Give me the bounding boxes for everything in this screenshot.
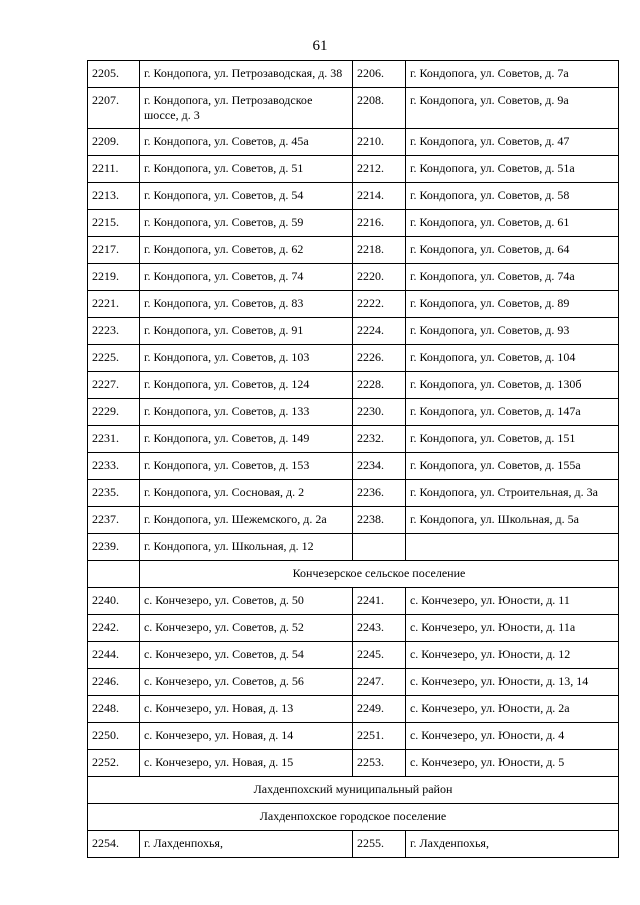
table-row xyxy=(88,723,619,750)
section-header-row xyxy=(88,777,619,804)
entry-address: г. Кондопога, ул. Школьная, д. 5а xyxy=(405,507,618,534)
entry-address: г. Кондопога, ул. Советов, д. 62 xyxy=(139,237,352,264)
table-row xyxy=(88,318,619,345)
entry-address: г. Кондопога, ул. Шежемского, д. 2а xyxy=(139,507,352,534)
entry-address: г. Кондопога, ул. Советов, д. 149 xyxy=(139,426,352,453)
entry-number: 2209. xyxy=(88,129,140,156)
entry-address: г. Кондопога, ул. Советов, д. 7а xyxy=(405,61,618,88)
table-row xyxy=(88,372,619,399)
entry-number xyxy=(352,534,405,561)
entry-number: 2253. xyxy=(352,750,405,777)
entry-address: г. Кондопога, ул. Советов, д. 74а xyxy=(405,264,618,291)
table-row xyxy=(88,426,619,453)
entry-address: г. Кондопога, ул. Советов, д. 9а xyxy=(405,88,618,129)
entry-number: 2244. xyxy=(88,642,140,669)
entry-number: 2207. xyxy=(88,88,140,129)
entry-number: 2220. xyxy=(352,264,405,291)
entry-address: г. Кондопога, ул. Советов, д. 103 xyxy=(139,345,352,372)
entry-address: г. Кондопога, ул. Советов, д. 83 xyxy=(139,291,352,318)
entry-number: 2217. xyxy=(88,237,140,264)
table-row xyxy=(88,345,619,372)
table-row xyxy=(88,210,619,237)
table-row xyxy=(88,588,619,615)
entry-number: 2234. xyxy=(352,453,405,480)
entry-address: с. Кончезеро, ул. Советов, д. 56 xyxy=(139,669,352,696)
empty-cell xyxy=(88,561,140,588)
entry-number: 2237. xyxy=(88,507,140,534)
address-table xyxy=(87,60,619,858)
entry-address: г. Кондопога, ул. Советов, д. 51 xyxy=(139,156,352,183)
entry-address: с. Кончезеро, ул. Новая, д. 13 xyxy=(139,696,352,723)
entry-address: г. Кондопога, ул. Советов, д. 45а xyxy=(139,129,352,156)
table-row xyxy=(88,480,619,507)
entry-number: 2239. xyxy=(88,534,140,561)
table-row xyxy=(88,237,619,264)
entry-number: 2246. xyxy=(88,669,140,696)
table-row xyxy=(88,264,619,291)
section-title: Лахденпохский муниципальный район xyxy=(88,777,619,804)
entry-number: 2214. xyxy=(352,183,405,210)
entry-address: г. Кондопога, ул. Советов, д. 91 xyxy=(139,318,352,345)
entry-number: 2230. xyxy=(352,399,405,426)
entry-address: с. Кончезеро, ул. Юности, д. 11 xyxy=(405,588,618,615)
entry-number: 2232. xyxy=(352,426,405,453)
entry-address: с. Кончезеро, ул. Советов, д. 50 xyxy=(139,588,352,615)
section-title: Кончезерское сельское поселение xyxy=(139,561,618,588)
entry-address: г. Кондопога, ул. Советов, д. 133 xyxy=(139,399,352,426)
entry-number: 2249. xyxy=(352,696,405,723)
entry-number: 2241. xyxy=(352,588,405,615)
entry-number: 2250. xyxy=(88,723,140,750)
entry-number: 2219. xyxy=(88,264,140,291)
entry-number: 2233. xyxy=(88,453,140,480)
table-row xyxy=(88,750,619,777)
table-row xyxy=(88,156,619,183)
entry-address: с. Кончезеро, ул. Советов, д. 54 xyxy=(139,642,352,669)
entry-number: 2221. xyxy=(88,291,140,318)
entry-address: г. Кондопога, ул. Советов, д. 74 xyxy=(139,264,352,291)
entry-address: г. Кондопога, ул. Советов, д. 47 xyxy=(405,129,618,156)
entry-number: 2245. xyxy=(352,642,405,669)
table-row xyxy=(88,399,619,426)
table-row xyxy=(88,88,619,129)
table-row xyxy=(88,291,619,318)
table-row xyxy=(88,534,619,561)
entry-number: 2231. xyxy=(88,426,140,453)
entry-number: 2225. xyxy=(88,345,140,372)
table-row xyxy=(88,642,619,669)
entry-address: г. Кондопога, ул. Советов, д. 61 xyxy=(405,210,618,237)
entry-address: г. Кондопога, ул. Петрозаводское шоссе, д. 3 xyxy=(139,88,352,129)
entry-number: 2254. xyxy=(88,831,140,858)
entry-address: г. Кондопога, ул. Советов, д. 54 xyxy=(139,183,352,210)
entry-address: с. Кончезеро, ул. Советов, д. 52 xyxy=(139,615,352,642)
entry-number: 2248. xyxy=(88,696,140,723)
entry-address: г. Кондопога, ул. Советов, д. 104 xyxy=(405,345,618,372)
entry-address: с. Кончезеро, ул. Юности, д. 13, 14 xyxy=(405,669,618,696)
entry-address: с. Кончезеро, ул. Юности, д. 11а xyxy=(405,615,618,642)
address-table-body xyxy=(88,61,619,858)
table-row xyxy=(88,183,619,210)
table-row xyxy=(88,831,619,858)
entry-number: 2205. xyxy=(88,61,140,88)
entry-number: 2222. xyxy=(352,291,405,318)
entry-address: г. Кондопога, ул. Советов, д. 155а xyxy=(405,453,618,480)
entry-address: г. Кондопога, ул. Строительная, д. 3а xyxy=(405,480,618,507)
entry-number: 2242. xyxy=(88,615,140,642)
entry-number: 2224. xyxy=(352,318,405,345)
entry-address: с. Кончезеро, ул. Юности, д. 12 xyxy=(405,642,618,669)
entry-address: г. Кондопога, ул. Советов, д. 153 xyxy=(139,453,352,480)
entry-number: 2226. xyxy=(352,345,405,372)
entry-number: 2255. xyxy=(352,831,405,858)
table-row xyxy=(88,696,619,723)
entry-number: 2247. xyxy=(352,669,405,696)
table-row xyxy=(88,129,619,156)
entry-address: г. Кондопога, ул. Советов, д. 58 xyxy=(405,183,618,210)
entry-number: 2212. xyxy=(352,156,405,183)
entry-address: г. Кондопога, ул. Сосновая, д. 2 xyxy=(139,480,352,507)
table-row xyxy=(88,615,619,642)
entry-number: 2252. xyxy=(88,750,140,777)
entry-number: 2243. xyxy=(352,615,405,642)
entry-number: 2208. xyxy=(352,88,405,129)
table-row xyxy=(88,453,619,480)
entry-address: г. Кондопога, ул. Советов, д. 64 xyxy=(405,237,618,264)
entry-address: г. Кондопога, ул. Советов, д. 130б xyxy=(405,372,618,399)
entry-address: с. Кончезеро, ул. Юности, д. 4 xyxy=(405,723,618,750)
table-row xyxy=(88,507,619,534)
entry-number: 2223. xyxy=(88,318,140,345)
entry-number: 2227. xyxy=(88,372,140,399)
entry-number: 2215. xyxy=(88,210,140,237)
entry-number: 2216. xyxy=(352,210,405,237)
entry-address: г. Кондопога, ул. Советов, д. 147а xyxy=(405,399,618,426)
section-title: Лахденпохское городское поселение xyxy=(88,804,619,831)
entry-address: с. Кончезеро, ул. Юности, д. 2а xyxy=(405,696,618,723)
entry-number: 2213. xyxy=(88,183,140,210)
entry-address: с. Кончезеро, ул. Новая, д. 15 xyxy=(139,750,352,777)
page-number: 61 xyxy=(312,38,328,54)
entry-address: г. Кондопога, ул. Советов, д. 124 xyxy=(139,372,352,399)
entry-address: г. Лахденпохья, xyxy=(405,831,618,858)
entry-address: г. Лахденпохья, xyxy=(139,831,352,858)
entry-address: г. Кондопога, ул. Советов, д. 59 xyxy=(139,210,352,237)
entry-number: 2210. xyxy=(352,129,405,156)
section-header-row xyxy=(88,804,619,831)
entry-address: с. Кончезеро, ул. Юности, д. 5 xyxy=(405,750,618,777)
entry-address: г. Кондопога, ул. Советов, д. 89 xyxy=(405,291,618,318)
entry-address: г. Кондопога, ул. Школьная, д. 12 xyxy=(139,534,352,561)
entry-address: с. Кончезеро, ул. Новая, д. 14 xyxy=(139,723,352,750)
entry-number: 2251. xyxy=(352,723,405,750)
entry-number: 2236. xyxy=(352,480,405,507)
entry-number: 2229. xyxy=(88,399,140,426)
entry-number: 2240. xyxy=(88,588,140,615)
table-row xyxy=(88,669,619,696)
entry-number: 2211. xyxy=(88,156,140,183)
entry-number: 2235. xyxy=(88,480,140,507)
table-row xyxy=(88,61,619,88)
entry-address: г. Кондопога, ул. Советов, д. 51а xyxy=(405,156,618,183)
entry-number: 2218. xyxy=(352,237,405,264)
entry-number: 2206. xyxy=(352,61,405,88)
entry-address: г. Кондопога, ул. Петрозаводская, д. 38 xyxy=(139,61,352,88)
entry-number: 2228. xyxy=(352,372,405,399)
entry-number: 2238. xyxy=(352,507,405,534)
section-header-row xyxy=(88,561,619,588)
entry-address: г. Кондопога, ул. Советов, д. 93 xyxy=(405,318,618,345)
entry-address: г. Кондопога, ул. Советов, д. 151 xyxy=(405,426,618,453)
entry-address xyxy=(405,534,618,561)
